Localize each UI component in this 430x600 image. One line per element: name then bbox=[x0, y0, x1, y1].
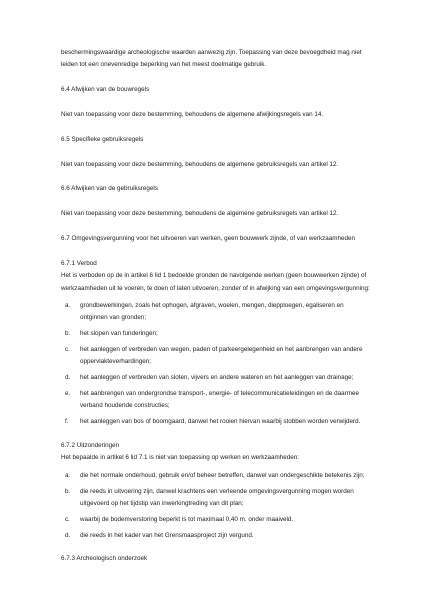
section-text-6-7-1: Het is verboden op de in artikel 6 lid 1 bedoelde gronden de navolgende werken (geen bouwwerken zijnde) of werkzaamheden uit te voeren, te doen of laten uitvoeren, zonder of in afwijking van een omgevingsvergunning: bbox=[61, 272, 370, 292]
section-heading-6-7: 6.7 Omgevingsvergunning voor het uitvoeren van werken, geen bouwwerk zijnde, of van werkzaamheden bbox=[61, 234, 356, 242]
list-item bbox=[65, 388, 370, 413]
list-marker: c. bbox=[65, 346, 70, 353]
list-item-text: grondbewerkingen, zoals het ophogen, afgraven, woelen, mengen, diepploegen, egaliseren en ontginnen van gronden; bbox=[80, 302, 344, 322]
list-item bbox=[65, 300, 370, 325]
exceptions-list bbox=[65, 470, 370, 542]
list-marker: a. bbox=[65, 302, 71, 309]
list-marker: f. bbox=[65, 418, 69, 426]
section-heading-6-6: 6.6 Afwijken van de gebruiksregels bbox=[61, 185, 158, 193]
list-item-text: het aanleggen van bos of boomgaard, danwel het rooien hiervan waarbij stobben worden verwijderd. bbox=[80, 418, 361, 426]
list-marker: e. bbox=[65, 390, 71, 397]
section-heading-6-4: 6.4 Afwijken van de bouwregels bbox=[61, 86, 150, 94]
list-marker: d. bbox=[65, 374, 71, 382]
section-text-6-4: Niet van toepassing voor deze bestemming, behoudens de algemene afwijkingsregels van 14. bbox=[61, 111, 324, 118]
list-item-text: het slopen van funderingen; bbox=[80, 330, 158, 338]
section-heading-6-7-1: 6.7.1 Verbod bbox=[61, 259, 97, 267]
list-item bbox=[65, 372, 370, 384]
list-item-text: het aanleggen of verbreden van wegen, paden of parkeergelegenheid en het aanbrengen van andere oppervlakteverhardingen; bbox=[80, 346, 363, 366]
list-item-text: die het normale onderhoud, gebruik en/of beheer betreffen, danwel van ondergeschikte betekenis zijn; bbox=[80, 471, 365, 479]
intro-paragraph: beschermingswaardige archeologische waarden aanwezig zijn. Toepassing van deze bevoegdheid mag niet leiden tot een onevenredige beperking van het meest doelmatige gebruik. bbox=[61, 49, 362, 69]
list-marker: b. bbox=[65, 487, 71, 495]
list-item bbox=[65, 470, 370, 482]
list-item-text: die reeds in het kader van het Grensmaasproject zijn vergund. bbox=[80, 531, 254, 539]
list-item-text: die reeds in uitvoering zijn, danwel krachtens een verleende omgevingsvergunning mogen worden uitgevoerd op het tijdstip van inwerkingtreding van dit plan; bbox=[80, 487, 354, 508]
list-item bbox=[65, 328, 370, 340]
list-item-text: het aanbrengen van ondergrondse transport-, energie- of telecommunicatieleidingen en de daarmee verband houdende constructies; bbox=[80, 390, 359, 410]
section-heading-6-7-3: 6.7.3 Archeologisch onderzoek bbox=[61, 555, 148, 563]
list-marker: a. bbox=[65, 471, 71, 479]
list-item bbox=[65, 530, 370, 542]
list-marker: b. bbox=[65, 330, 71, 338]
section-heading-6-5: 6.5 Specifieke gebruiksregels bbox=[61, 135, 144, 143]
section-text-6-5: Niet van toepassing voor deze bestemming, behoudens de algemene gebruiksregels van artikel 12. bbox=[61, 160, 339, 168]
list-item-text: waarbij de bodemverstoring beperkt is tot maximaal 0,40 m. onder maaiveld. bbox=[80, 515, 294, 523]
list-marker: d. bbox=[65, 531, 71, 539]
list-item bbox=[65, 514, 370, 526]
list-item-text: het aanleggen of verbreden van sloten, vijvers en andere wateren en het aanleggen van drainage; bbox=[80, 374, 354, 382]
section-text-6-6: Niet van toepassing voor deze bestemming, behoudens de algemene gebruiksregels van artikel 12. bbox=[61, 210, 339, 218]
prohibited-works-list bbox=[65, 300, 370, 429]
list-item bbox=[65, 344, 370, 369]
section-heading-6-7-2: 6.7.2 Uitzonderingen bbox=[61, 442, 120, 449]
list-item bbox=[65, 486, 370, 511]
list-item bbox=[65, 416, 370, 428]
section-text-6-7-2: Het bepaalde in artikel 6 lid 7.1 is niet van toepassing op werken en werkzaamheden: bbox=[61, 454, 300, 462]
list-marker: c. bbox=[65, 515, 70, 523]
